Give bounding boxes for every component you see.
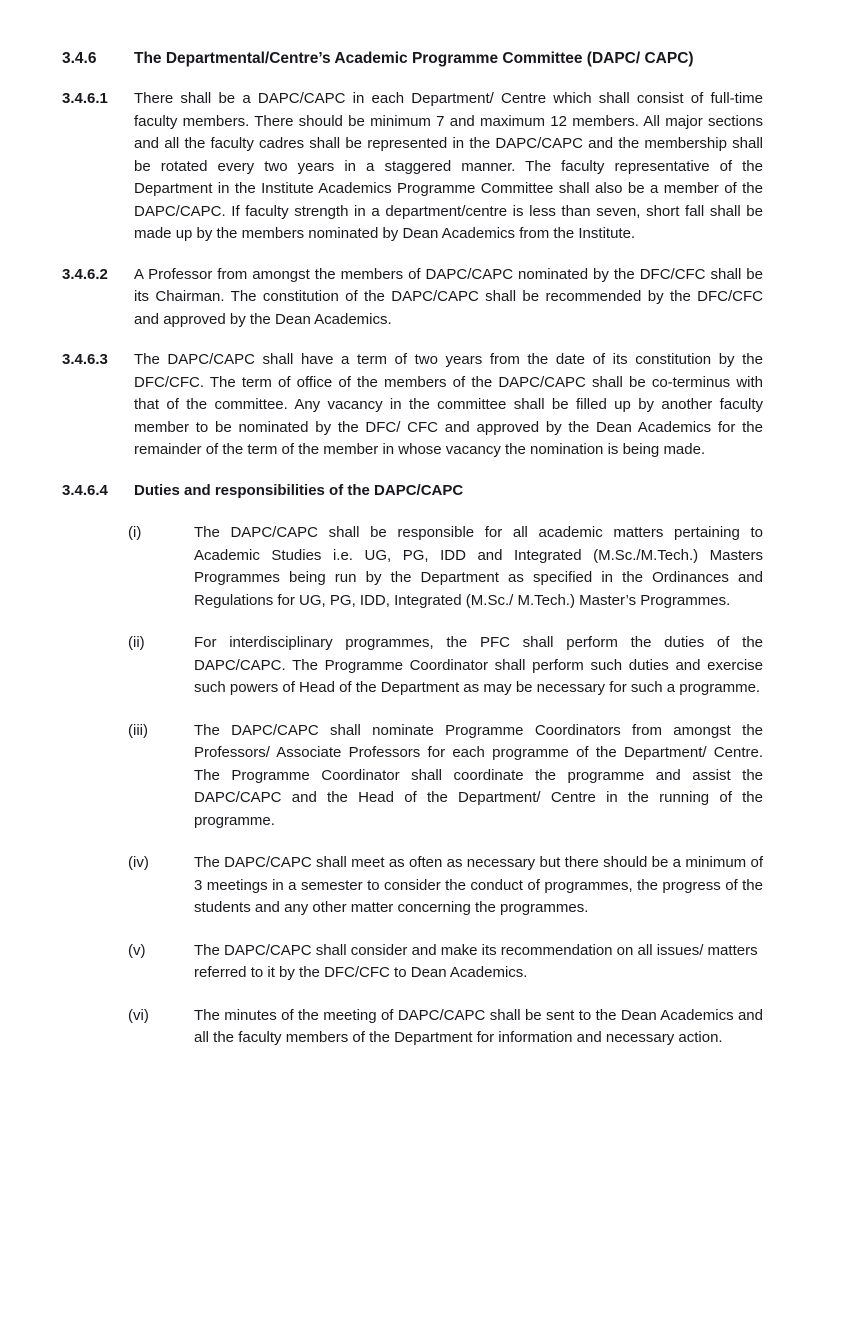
clause-text: A Professor from amongst the members of DAPC/CAPC nominated by the DFC/CFC shall be its Chairman. The constitution of the DAPC/CAPC shall be recommended by the DFC/CFC and approved by the Dean Academics. — [134, 265, 763, 328]
list-item — [62, 632, 763, 700]
clause-text: Duties and responsibilities of the DAPC/CAPC — [134, 481, 464, 499]
clause-3-4-6-1 — [62, 88, 763, 246]
section-heading — [62, 48, 763, 70]
clause-text: The DAPC/CAPC shall have a term of two years from the date of its constitution by the DFC/CFC. The term of office of the members of the DAPC/CAPC shall be co-terminus with that of the committee. Any vacancy in the committee shall be filled up by another faculty member to be nominated by the DFC/ CFC and approved by the Dean Academics for the remainder of the term of the member in whose vacancy the nomination is being made. — [134, 351, 763, 459]
list-item — [62, 720, 763, 833]
list-item-text: The minutes of the meeting of DAPC/CAPC shall be sent to the Dean Academics and all the faculty members of the Department for information and necessary action. — [194, 1006, 763, 1047]
clause-number: 3.4.6.4 — [62, 481, 108, 499]
list-item — [62, 1005, 763, 1050]
section-title: The Departmental/Centre’s Academic Programme Committee (DAPC/ CAPC) — [134, 50, 694, 67]
list-item-marker: (iv) — [128, 854, 149, 872]
clause-number: 3.4.6.3 — [62, 351, 108, 369]
list-item — [62, 852, 763, 920]
list-item-text: The DAPC/CAPC shall be responsible for all academic matters pertaining to Academic Studies i.e. UG, PG, IDD and Integrated (M.Sc./M.Tech.) Masters Programmes being run by the Department as specified in the Ordinances and Regulations for UG, PG, IDD, Integrated (M.Sc./ M.Tech.) Master’s Programmes. — [194, 524, 763, 609]
list-item — [62, 522, 763, 612]
clause-3-4-6-3 — [62, 349, 763, 462]
list-item-marker: (i) — [128, 524, 142, 542]
list-item-text: For interdisciplinary programmes, the PFC shall perform the duties of the DAPC/CAPC. The Programme Coordinator shall perform such duties and exercise such powers of Head of the Department as may be necessary for such a programme. — [194, 634, 763, 697]
section-number: 3.4.6 — [62, 50, 97, 67]
list-item-marker: (v) — [128, 941, 146, 959]
list-item — [62, 940, 763, 985]
list-item-text: The DAPC/CAPC shall consider and make its recommendation on all issues/ matters referred to it by the DFC/CFC to Dean Academics. — [194, 941, 758, 982]
list-item-text: The DAPC/CAPC shall nominate Programme Coordinators from amongst the Professors/ Associate Professors for each programme of the Department/ Centre. The Programme Coordinator shall coordinate the programme and assist the DAPC/CAPC and the Head of the Department/ Centre in the running of the programme. — [194, 721, 763, 829]
list-item-marker: (iii) — [128, 721, 148, 739]
list-item-text: The DAPC/CAPC shall meet as often as necessary but there should be a minimum of 3 meetings in a semester to consider the conduct of programmes, the progress of the students and any other matter concerning the programmes. — [194, 854, 763, 917]
clause-3-4-6-2 — [62, 264, 763, 332]
list-item-marker: (ii) — [128, 634, 145, 652]
clause-number: 3.4.6.2 — [62, 265, 108, 283]
clause-number: 3.4.6.1 — [62, 90, 108, 108]
clause-3-4-6-4 — [62, 480, 763, 503]
list-item-marker: (vi) — [128, 1006, 149, 1024]
clause-text: There shall be a DAPC/CAPC in each Department/ Centre which shall consist of full-time faculty members. There should be minimum 7 and maximum 12 members. All major sections and all the faculty cadres shall be represented in the DAPC/CAPC and the membership shall be rotated every two years in a staggered manner. The faculty representative of the Department in the Institute Academics Programme Committee shall also be a member of the DAPC/CAPC. If faculty strength in a department/centre is less than seven, short fall shall be made up by the members nominated by Dean Academics from the Institute. — [134, 90, 763, 243]
